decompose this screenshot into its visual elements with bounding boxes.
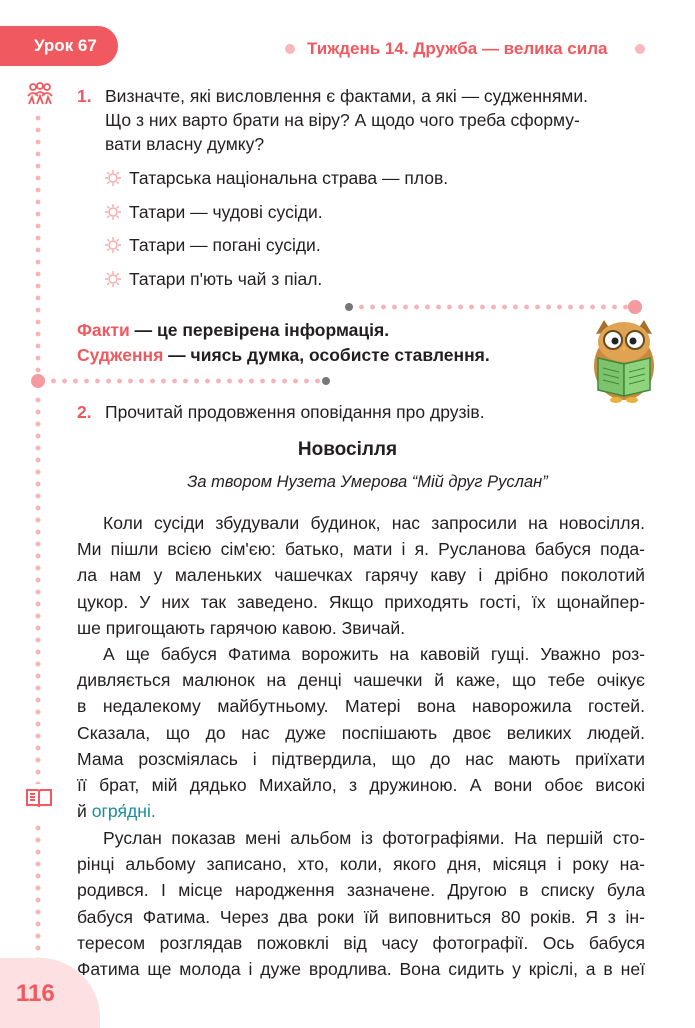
text-line: Ми пішли всією сім'єю: батько, мати і я. Русланова бабуся пода- bbox=[77, 539, 645, 560]
decor-dot bbox=[285, 44, 295, 54]
statement-text: Татари — чудові сусіди. bbox=[129, 202, 323, 222]
definition-dash: — bbox=[129, 320, 157, 340]
story-subtitle: За твором Нузета Умерова “Мій друг Руслан” bbox=[187, 473, 548, 491]
group-icon bbox=[25, 82, 55, 106]
definition-term: Судження bbox=[77, 345, 164, 365]
definition-dash: — bbox=[163, 345, 191, 365]
page-number: 116 bbox=[16, 980, 55, 1007]
left-dotted-guide bbox=[35, 112, 41, 376]
text-line: Фатима ще молода і дуже вродлива. Вона сидить у кріслі, а в неї bbox=[77, 958, 645, 979]
text-line: ше пригощають гарячою кавою. Звичай. bbox=[77, 617, 406, 638]
task-2 bbox=[77, 400, 647, 424]
decor-dot bbox=[628, 300, 642, 314]
task-text: Прочитай продовження оповідання про друзів. bbox=[105, 402, 485, 422]
definition-facts bbox=[77, 318, 389, 342]
text-fragment: й bbox=[77, 801, 92, 822]
left-dotted-guide bbox=[35, 822, 41, 958]
text-line bbox=[77, 798, 645, 824]
task-text-line: Визначте, які висловлення є фактами, а які — судженнями. bbox=[105, 86, 588, 106]
text-line: рінці альбому записано, хто, коли, якого дня, місяця і року на- bbox=[77, 854, 645, 875]
statement-text: Татарська національна страва — плов. bbox=[129, 168, 449, 188]
week-title bbox=[285, 36, 645, 62]
text-line: ла нам у маленьких чашечках гарячу каву і дрібно поколотий bbox=[77, 565, 645, 586]
book-icon bbox=[25, 786, 53, 810]
definition-term: Факти bbox=[77, 320, 130, 340]
task-1 bbox=[77, 84, 647, 156]
sun-bullet-icon bbox=[104, 169, 122, 187]
statement-text: Татари — погані сусіди. bbox=[129, 235, 321, 255]
story-title: Новосілля bbox=[297, 439, 398, 460]
task-number: 2. bbox=[77, 402, 92, 422]
statement-text: Татари п'ють чай з піал. bbox=[129, 269, 323, 289]
task-text-line: Що з них варто брати на віру? А щодо чого треба сформу- bbox=[105, 110, 580, 130]
sun-bullet-icon bbox=[104, 270, 122, 288]
week-title-text: Тиждень 14. Дружба — велика сила bbox=[307, 39, 608, 58]
glossary-word[interactable]: огря́дні. bbox=[91, 801, 156, 822]
sun-bullet-icon bbox=[104, 236, 122, 254]
definition-opinion bbox=[77, 343, 490, 367]
text-line: Коли сусіди збудували будинок, нас запросили на новосілля. bbox=[103, 513, 645, 533]
text-line: дивляється малюнок на денці чашечки й каже, що тебе очікує bbox=[77, 670, 645, 691]
text-line: цукор. У них так заведено. Якщо приходять гості, їх щонайпер- bbox=[77, 591, 645, 612]
definition-meaning: це перевірена інформація. bbox=[157, 320, 390, 340]
dotted-rule bbox=[48, 377, 320, 385]
text-line: в недалекому майбутньому. Матері вона наворожила гостей. bbox=[77, 696, 645, 717]
lesson-badge: Урок 67 bbox=[0, 26, 118, 66]
text-line: її брат, мій дядько Михайло, з дружиною. А вони обоє високі bbox=[77, 774, 645, 795]
decor-dot bbox=[345, 303, 353, 311]
decor-dot bbox=[31, 374, 45, 388]
definition-meaning: чиясь думка, особисте ставлення. bbox=[190, 345, 490, 365]
story-paragraph-3 bbox=[77, 825, 645, 982]
decor-dot bbox=[322, 377, 330, 385]
text-line: тересом розглядав пожовклі від часу фотографії. Ось бабуся bbox=[77, 932, 645, 953]
text-line: родився. І місце народження зазначене. Другою в списку була bbox=[77, 880, 645, 901]
story-paragraph-2 bbox=[77, 641, 645, 824]
text-line: А ще бабуся Фатима ворожить на кавовій гущі. Уважно роз- bbox=[103, 644, 645, 664]
text-line: Сказала, що до нас дуже поспішають двоє великих людей. bbox=[77, 722, 645, 743]
story-paragraph-1 bbox=[77, 510, 645, 641]
text-line: Руслан показав мені альбом із фотографіями. На першій сто- bbox=[103, 828, 645, 848]
text-line: бабуся Фатима. Через два роки їй виповниться 80 років. Я з ін- bbox=[77, 906, 645, 927]
task-number: 1. bbox=[77, 86, 92, 106]
text-line: Мама розсміялась і підтвердила, що до нас мають приїхати bbox=[77, 748, 645, 769]
dotted-rule bbox=[356, 303, 628, 311]
task-text-line: вати власну думку? bbox=[105, 134, 265, 154]
decor-dot bbox=[635, 44, 645, 54]
sun-bullet-icon bbox=[104, 203, 122, 221]
owl-reading-illustration bbox=[588, 318, 660, 404]
